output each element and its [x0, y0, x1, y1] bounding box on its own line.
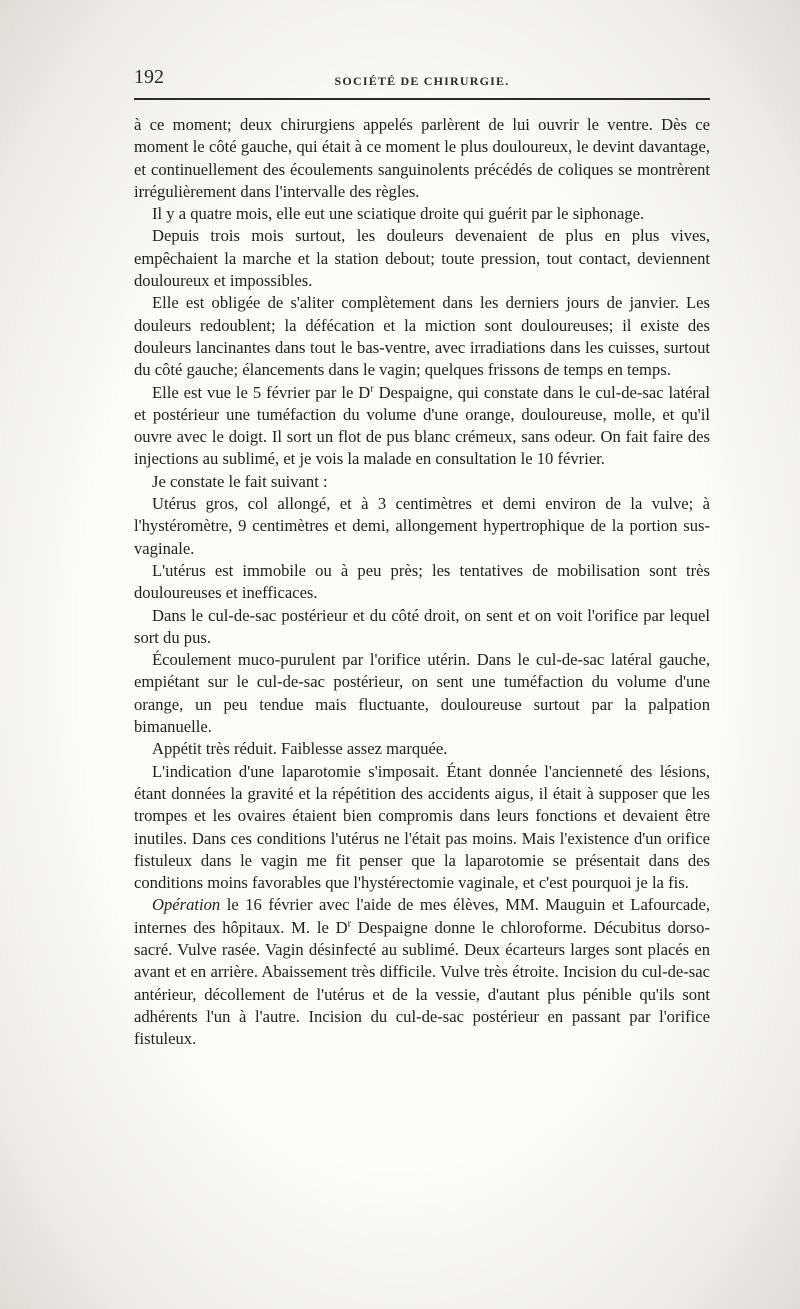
paragraph: [134, 382, 710, 471]
paragraph: Dans le cul-de-sac postérieur et du côté droit, on sent et on voit l'orifice par lequel sort du pus.: [134, 605, 710, 647]
paragraph-text: Elle est vue le 5 février par le D: [152, 382, 371, 402]
page-number: 192: [134, 66, 164, 88]
superscript: r: [347, 918, 351, 930]
paragraph-text: Despaigne donne le chloroforme. Décubitus dorso-sacré. Vulve rasée. Vagin désinfecté au sublimé. Deux écarteurs larges sont placés en avant et en arrière. Abaissement très difficile. Vulve très étroite. Incision du cul-de-sac antérieur, décollement de l'utérus et de la vessie, d'autant plus pénible qu'ils sont adhérents l'un à l'autre. Incision du cul-de-sac postérieur en passant par l'orifice fistuleux.: [134, 917, 710, 1049]
paragraph: Utérus gros, col allongé, et à 3 centimètres et demi environ de la vulve; à l'hystéromètre, 9 centimètres et demi, allongement hypertrophique de la portion sus-vaginale.: [134, 494, 710, 558]
paragraph: Je constate le fait suivant :: [152, 471, 328, 491]
paragraph: Elle est obligée de s'aliter complètement dans les derniers jours de janvier. Les douleurs redoublent; la défécation et la miction sont douloureuses; il existe des douleurs lancinantes dans tout le bas-ventre, avec irradiations dans les cuisses, surtout du côté gauche; élancements dans le vagin; quelques frissons de temps en temps.: [134, 293, 710, 380]
paragraph: à ce moment; deux chirurgiens appelés parlèrent de lui ouvrir le ventre. Dès ce moment le côté gauche, qui était à ce moment le plus douloureux, le devint davantage, et continuellement des écoulements sanguinolents précédés de coliques se montrèrent irrégulièrement dans l'intervalle des règles.: [134, 115, 710, 201]
superscript: r: [370, 383, 374, 395]
paragraph: Écoulement muco-purulent par l'orifice utérin. Dans le cul-de-sac latéral gauche, empiétant sur le cul-de-sac postérieur, on sent une tuméfaction du volume d'une orange, un peu tendue mais fluctuante, douloureuse surtout par la palpation bimanuelle.: [134, 650, 710, 737]
italic-term: Opération: [152, 895, 221, 915]
paragraph-text: le 16 février avec l'aide de mes élèves, MM. Mauguin et Lafourcade, internes des hôpitaux. M. le D: [134, 895, 710, 937]
paragraph: Depuis trois mois surtout, les douleurs devenaient de plus en plus vives, empêchaient la marche et la station debout; toute pression, tout contact, deviennent douloureux et impossibles.: [134, 226, 710, 291]
running-title: SOCIÉTÉ DE CHIRURGIE.: [334, 74, 510, 88]
paragraph-text: Despaigne, qui constate dans le cul-de-sac latéral et postérieur une tuméfaction du volume d'une orange, douloureuse, molle, et qu'il ouvre avec le doigt. Il sort un flot de pus blanc crémeux, sans odeur. On fait faire des injections au sublimé, et je vois la malade en consultation le 10 février.: [134, 382, 710, 469]
paragraph: L'utérus est immobile ou à peu près; les tentatives de mobilisation sont très douloureuses et inefficaces.: [134, 560, 710, 603]
header-rule: [134, 98, 710, 100]
paragraph: Appétit très réduit. Faiblesse assez marquée.: [152, 739, 448, 759]
paragraph: [134, 894, 710, 1050]
paragraph: L'indication d'une laparotomie s'imposait. Étant donnée l'ancienneté des lésions, étant données la gravité et la répétition des accidents aigus, il était à supposer que les trompes et les ovaires étaient bien compromis dans leurs fonctions et devaient être inutiles. Dans ces conditions l'utérus ne l'était pas moins. Mais l'existence d'un orifice fistuleux dans le vagin me fit penser que la laparotomie se présentait dans des conditions moins favorables que l'hystérectomie vaginale, et c'est pourquoi je la fis.: [134, 761, 710, 893]
paragraph: Il y a quatre mois, elle eut une sciatique droite qui guérit par le siphonage.: [152, 204, 645, 224]
document-page: [134, 62, 710, 1050]
page-header: [134, 62, 710, 92]
body-text: [134, 114, 710, 1050]
